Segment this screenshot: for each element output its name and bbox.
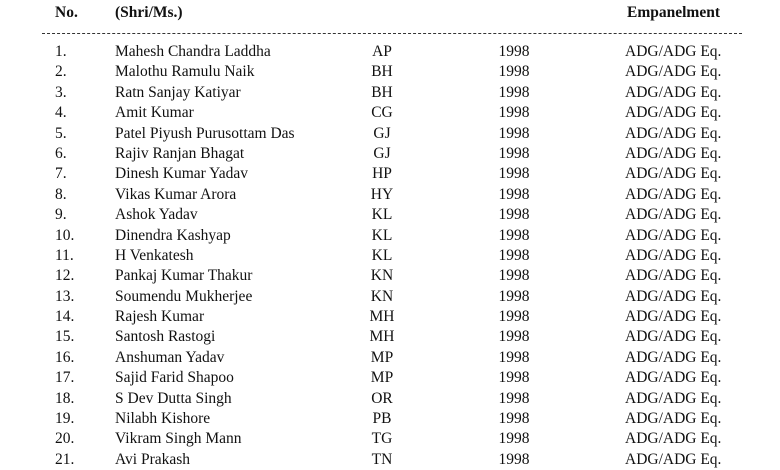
- table-row: [0, 327, 780, 347]
- table-row: [0, 62, 780, 82]
- officer-name: Patel Piyush Purusottam Das: [115, 124, 295, 142]
- serial-number: 20.: [55, 430, 75, 448]
- batch-year: 1998: [498, 165, 530, 183]
- serial-number: 19.: [55, 410, 75, 428]
- table-row: [0, 83, 780, 103]
- batch-year: 1998: [498, 267, 530, 285]
- table-row: [0, 409, 780, 429]
- table-row: [0, 185, 780, 205]
- batch-year: 1998: [498, 144, 530, 162]
- cadre-code: KL: [371, 206, 393, 224]
- serial-number: 5.: [55, 124, 67, 142]
- batch-year: 1998: [498, 389, 530, 407]
- empanelment-level: ADG/ADG Eq.: [625, 369, 722, 387]
- empanelment-level: ADG/ADG Eq.: [625, 104, 722, 122]
- empanelment-level: ADG/ADG Eq.: [625, 165, 722, 183]
- cadre-code: MH: [369, 308, 395, 326]
- cadre-code: HP: [372, 165, 392, 183]
- batch-year: 1998: [498, 83, 530, 101]
- empanelment-level: ADG/ADG Eq.: [625, 348, 722, 366]
- empanelment-level: ADG/ADG Eq.: [625, 287, 722, 305]
- cadre-code: MH: [369, 328, 395, 346]
- cadre-code: KL: [371, 226, 393, 244]
- batch-year: 1998: [498, 410, 530, 428]
- empanelment-level: ADG/ADG Eq.: [625, 410, 722, 428]
- cadre-code: BH: [371, 63, 393, 81]
- batch-year: 1998: [498, 348, 530, 366]
- serial-number: 18.: [55, 389, 75, 407]
- empanelment-level: ADG/ADG Eq.: [625, 63, 722, 81]
- table-row: [0, 368, 780, 388]
- officer-name: Vikas Kumar Arora: [115, 185, 237, 203]
- batch-year: 1998: [498, 308, 530, 326]
- serial-number: 10.: [55, 226, 75, 244]
- empanelment-level: ADG/ADG Eq.: [625, 185, 722, 203]
- serial-number: 14.: [55, 308, 75, 326]
- cadre-code: HY: [370, 185, 394, 203]
- officer-name: Ratn Sanjay Katiyar: [115, 83, 241, 101]
- cadre-code: KN: [370, 287, 394, 305]
- batch-year: 1998: [498, 450, 530, 468]
- table-row: [0, 287, 780, 307]
- table-row: [0, 205, 780, 225]
- batch-year: 1998: [498, 104, 530, 122]
- batch-year: 1998: [498, 63, 530, 81]
- header-serial-number: No.: [55, 4, 78, 21]
- empanelment-level: ADG/ADG Eq.: [625, 246, 722, 264]
- header-divider: [42, 33, 742, 34]
- officer-name: Rajiv Ranjan Bhagat: [115, 144, 245, 162]
- table-row: [0, 42, 780, 62]
- empanelment-level: ADG/ADG Eq.: [625, 308, 722, 326]
- header-empanelment: Empanelment: [627, 4, 720, 21]
- serial-number: 4.: [55, 104, 67, 122]
- officer-name: Dinendra Kashyap: [115, 226, 231, 244]
- empanelment-level: ADG/ADG Eq.: [625, 124, 722, 142]
- batch-year: 1998: [498, 246, 530, 264]
- cadre-code: BH: [371, 83, 393, 101]
- batch-year: 1998: [498, 124, 530, 142]
- cadre-code: KL: [371, 246, 393, 264]
- cadre-code: KN: [370, 267, 394, 285]
- serial-number: 13.: [55, 287, 75, 305]
- empanelment-level: ADG/ADG Eq.: [625, 43, 722, 60]
- empanelment-level: ADG/ADG Eq.: [625, 450, 722, 468]
- table-row: [0, 226, 780, 246]
- serial-number: 3.: [55, 83, 67, 101]
- cadre-code: TN: [371, 450, 393, 468]
- serial-number: 12.: [55, 267, 75, 285]
- empanelment-level: ADG/ADG Eq.: [625, 267, 722, 285]
- officer-name: Malothu Ramulu Naik: [115, 63, 255, 81]
- officer-name: Dinesh Kumar Yadav: [115, 165, 249, 183]
- serial-number: 1.: [55, 43, 67, 60]
- table-row: [0, 450, 780, 470]
- serial-number: 7.: [55, 165, 67, 183]
- table-row: [0, 429, 780, 449]
- batch-year: 1998: [498, 43, 530, 60]
- header-name: (Shri/Ms.): [115, 4, 183, 21]
- officer-name: S Dev Dutta Singh: [115, 389, 232, 407]
- table-row: [0, 124, 780, 144]
- serial-number: 17.: [55, 369, 75, 387]
- officer-name: Soumendu Mukherjee: [115, 287, 253, 305]
- table-row: [0, 144, 780, 164]
- cadre-code: GJ: [373, 144, 391, 162]
- table-header: [0, 0, 780, 34]
- cadre-code: MP: [370, 369, 394, 387]
- serial-number: 11.: [55, 246, 74, 264]
- officer-name: H Venkatesh: [115, 246, 194, 264]
- table-row: [0, 389, 780, 409]
- serial-number: 8.: [55, 185, 67, 203]
- table-row: [0, 307, 780, 327]
- officer-name: Avi Prakash: [115, 450, 191, 468]
- batch-year: 1998: [498, 369, 530, 387]
- table-row: [0, 246, 780, 266]
- batch-year: 1998: [498, 206, 530, 224]
- batch-year: 1998: [498, 430, 530, 448]
- empanelment-level: ADG/ADG Eq.: [625, 206, 722, 224]
- empanelment-level: ADG/ADG Eq.: [625, 328, 722, 346]
- officer-name: Anshuman Yadav: [115, 348, 225, 366]
- serial-number: 21.: [55, 450, 75, 468]
- batch-year: 1998: [498, 328, 530, 346]
- serial-number: 16.: [55, 348, 75, 366]
- officer-list: [0, 42, 780, 470]
- cadre-code: PB: [372, 410, 392, 428]
- officer-name: Santosh Rastogi: [115, 328, 216, 346]
- empanelment-level: ADG/ADG Eq.: [625, 226, 722, 244]
- officer-name: Amit Kumar: [115, 104, 194, 122]
- cadre-code: TG: [371, 430, 393, 448]
- serial-number: 9.: [55, 206, 67, 224]
- officer-name: Rajesh Kumar: [115, 308, 205, 326]
- batch-year: 1998: [498, 226, 530, 244]
- empanelment-level: ADG/ADG Eq.: [625, 430, 722, 448]
- cadre-code: CG: [371, 104, 393, 122]
- cadre-code: OR: [371, 389, 393, 407]
- cadre-code: MP: [370, 348, 394, 366]
- officer-name: Ashok Yadav: [115, 206, 198, 224]
- batch-year: 1998: [498, 185, 530, 203]
- table-row: [0, 266, 780, 286]
- officer-name: Vikram Singh Mann: [115, 430, 242, 448]
- officer-name: Pankaj Kumar Thakur: [115, 267, 253, 285]
- serial-number: 15.: [55, 328, 75, 346]
- serial-number: 2.: [55, 63, 67, 81]
- cadre-code: GJ: [373, 124, 391, 142]
- empanelment-level: ADG/ADG Eq.: [625, 389, 722, 407]
- cadre-code: AP: [372, 43, 392, 60]
- table-row: [0, 164, 780, 184]
- table-row: [0, 348, 780, 368]
- officer-name: Nilabh Kishore: [115, 410, 211, 428]
- officer-name: Mahesh Chandra Laddha: [115, 43, 271, 60]
- serial-number: 6.: [55, 144, 67, 162]
- batch-year: 1998: [498, 287, 530, 305]
- empanelment-level: ADG/ADG Eq.: [625, 83, 722, 101]
- officer-name: Sajid Farid Shapoo: [115, 369, 234, 387]
- empanelment-level: ADG/ADG Eq.: [625, 144, 722, 162]
- table-row: [0, 103, 780, 123]
